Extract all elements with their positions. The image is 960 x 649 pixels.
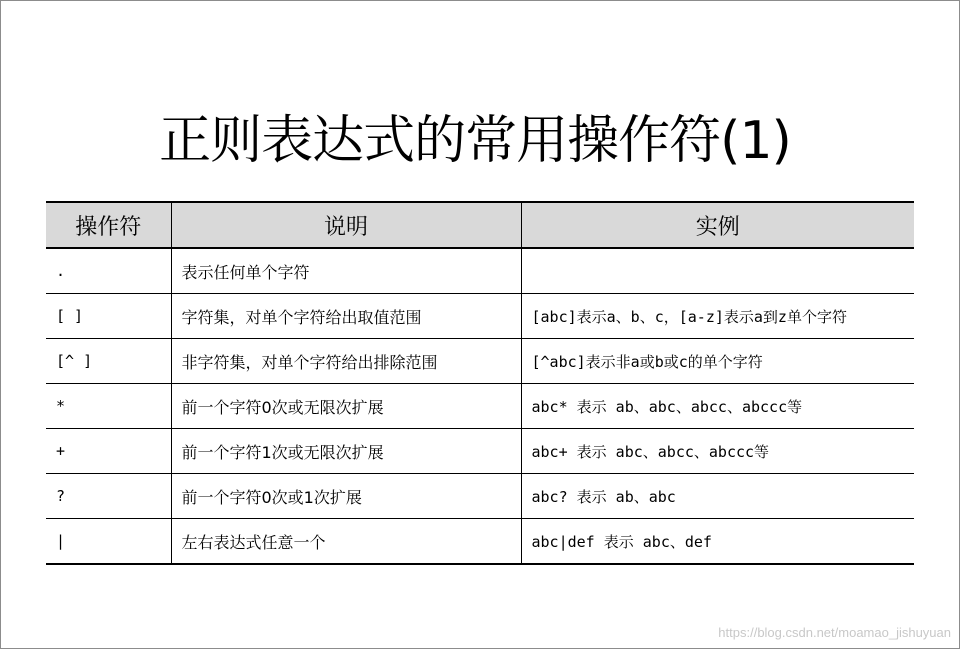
table-row — [46, 294, 914, 339]
cell-operator: + — [46, 429, 171, 474]
header-description: 说明 — [171, 202, 521, 248]
table-body — [46, 248, 914, 564]
table-row — [46, 474, 914, 519]
cell-operator: . — [46, 248, 171, 294]
cell-operator: * — [46, 384, 171, 429]
cell-example: abc? 表示 ab、abc — [521, 474, 914, 519]
cell-example: abc* 表示 ab、abc、abcc、abccc等 — [521, 384, 914, 429]
cell-description: 非字符集，对单个字符给出排除范围 — [171, 339, 521, 384]
cell-example: [abc]表示a、b、c，[a-z]表示a到z单个字符 — [521, 294, 914, 339]
cell-operator: ? — [46, 474, 171, 519]
cell-description: 前一个字符1次或无限次扩展 — [171, 429, 521, 474]
cell-example: abc+ 表示 abc、abcc、abccc等 — [521, 429, 914, 474]
table-row — [46, 429, 914, 474]
operators-table-container — [46, 201, 914, 565]
cell-description: 前一个字符0次或无限次扩展 — [171, 384, 521, 429]
cell-operator: | — [46, 519, 171, 565]
table-row — [46, 339, 914, 384]
cell-description: 前一个字符0次或1次扩展 — [171, 474, 521, 519]
header-row — [46, 202, 914, 248]
cell-operator: [ ] — [46, 294, 171, 339]
watermark-url: https://blog.csdn.net/moamao_jishuyuan — [718, 625, 951, 640]
slide-title: 正则表达式的常用操作符(1) — [159, 111, 791, 171]
header-example: 实例 — [521, 202, 914, 248]
header-operator: 操作符 — [46, 202, 171, 248]
cell-example — [521, 248, 914, 294]
table-row — [46, 519, 914, 565]
cell-operator: [^ ] — [46, 339, 171, 384]
cell-description: 左右表达式任意一个 — [171, 519, 521, 565]
cell-description: 表示任何单个字符 — [171, 248, 521, 294]
cell-example: [^abc]表示非a或b或c的单个字符 — [521, 339, 914, 384]
operators-table — [46, 201, 914, 565]
cell-description: 字符集，对单个字符给出取值范围 — [171, 294, 521, 339]
table-header — [46, 202, 914, 248]
table-row — [46, 248, 914, 294]
table-row — [46, 384, 914, 429]
cell-example: abc|def 表示 abc、def — [521, 519, 914, 565]
